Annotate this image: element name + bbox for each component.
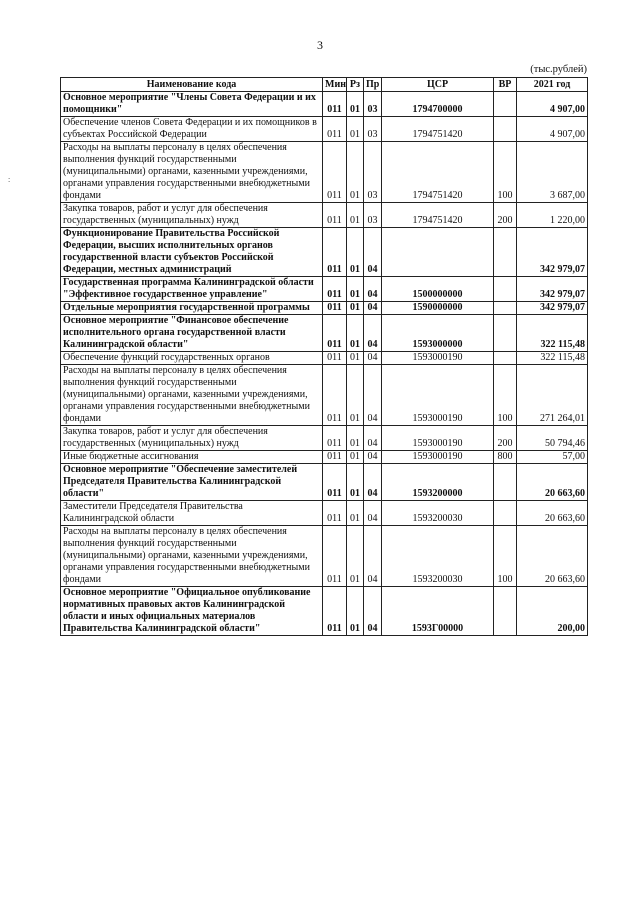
row-pr: 03	[364, 203, 382, 228]
row-vr: 100	[494, 365, 517, 426]
row-csr: 1593000000	[382, 315, 494, 352]
row-rz: 01	[347, 315, 364, 352]
row-min: 011	[323, 277, 347, 302]
row-sum: 20 663,60	[517, 526, 588, 587]
row-sum: 322 115,48	[517, 315, 588, 352]
row-csr: 1593Г00000	[382, 587, 494, 636]
row-csr: 1593200030	[382, 526, 494, 587]
row-min: 011	[323, 117, 347, 142]
row-sum: 322 115,48	[517, 352, 588, 365]
row-rz: 01	[347, 228, 364, 277]
row-pr: 04	[364, 315, 382, 352]
table-row	[61, 315, 588, 352]
row-csr: 1593000190	[382, 352, 494, 365]
row-csr: 1593000190	[382, 365, 494, 426]
row-rz: 01	[347, 277, 364, 302]
table-header-row	[61, 78, 588, 92]
row-pr: 04	[364, 451, 382, 464]
units-label: (тыс.рублей)	[530, 64, 587, 75]
row-rz: 01	[347, 426, 364, 451]
row-csr: 1593000190	[382, 426, 494, 451]
row-sum: 342 979,07	[517, 277, 588, 302]
row-rz: 01	[347, 451, 364, 464]
row-vr: 100	[494, 142, 517, 203]
row-name: Закупка товаров, работ и услуг для обеспечения государственных (муниципальных) нужд	[61, 426, 323, 451]
row-pr: 04	[364, 464, 382, 501]
header-year: 2021 год	[517, 78, 588, 92]
row-min: 011	[323, 451, 347, 464]
row-sum: 271 264,01	[517, 365, 588, 426]
row-min: 011	[323, 365, 347, 426]
row-csr: 1593200000	[382, 464, 494, 501]
row-pr: 04	[364, 352, 382, 365]
table-row	[61, 203, 588, 228]
table-row	[61, 117, 588, 142]
row-vr	[494, 302, 517, 315]
row-sum: 200,00	[517, 587, 588, 636]
row-sum: 4 907,00	[517, 92, 588, 117]
header-name: Наименование кода	[61, 78, 323, 92]
header-min: Мин	[323, 78, 347, 92]
row-sum: 3 687,00	[517, 142, 588, 203]
row-sum: 1 220,00	[517, 203, 588, 228]
row-name: Расходы на выплаты персоналу в целях обеспечения выполнения функций государственными (муниципальными) органами, казенными учреждениями, органами управления государственными внебюджетными фондами	[61, 526, 323, 587]
row-vr	[494, 117, 517, 142]
row-pr: 04	[364, 302, 382, 315]
row-min: 011	[323, 315, 347, 352]
table-row	[61, 302, 588, 315]
row-rz: 01	[347, 203, 364, 228]
row-pr: 04	[364, 587, 382, 636]
row-vr	[494, 501, 517, 526]
table-row	[61, 277, 588, 302]
row-pr: 04	[364, 277, 382, 302]
header-vr: ВР	[494, 78, 517, 92]
row-sum: 342 979,07	[517, 228, 588, 277]
row-name: Функционирование Правительства Российской Федерации, высших исполнительных органов государственной власти субъектов Российской Федерации, местных администраций	[61, 228, 323, 277]
table-row	[61, 526, 588, 587]
row-min: 011	[323, 352, 347, 365]
row-name: Расходы на выплаты персоналу в целях обеспечения выполнения функций государственными (муниципальными) органами, казенными учреждениями, органами управления государственными внебюджетными фондами	[61, 365, 323, 426]
table-row	[61, 365, 588, 426]
row-min: 011	[323, 92, 347, 117]
header-pr: Пр	[364, 78, 382, 92]
table-row	[61, 92, 588, 117]
row-min: 011	[323, 501, 347, 526]
header-csr: ЦСР	[382, 78, 494, 92]
row-name: Обеспечение членов Совета Федерации и их помощников в субъектах Российской Федерации	[61, 117, 323, 142]
row-min: 011	[323, 302, 347, 315]
row-min: 011	[323, 228, 347, 277]
row-vr	[494, 92, 517, 117]
row-sum: 20 663,60	[517, 501, 588, 526]
row-vr	[494, 464, 517, 501]
row-name: Отдельные мероприятия государственной программы	[61, 302, 323, 315]
row-rz: 01	[347, 365, 364, 426]
row-min: 011	[323, 464, 347, 501]
row-pr: 04	[364, 228, 382, 277]
row-name: Обеспечение функций государственных органов	[61, 352, 323, 365]
row-vr: 200	[494, 426, 517, 451]
row-pr: 04	[364, 365, 382, 426]
row-name: Основное мероприятие "Обеспечение заместителей Председателя Правительства Калининградской области"	[61, 464, 323, 501]
header-rz: Рз	[347, 78, 364, 92]
row-vr	[494, 277, 517, 302]
row-sum: 50 794,46	[517, 426, 588, 451]
page-number: 3	[317, 38, 323, 52]
row-csr: 1794751420	[382, 142, 494, 203]
table-row	[61, 352, 588, 365]
table-row	[61, 501, 588, 526]
row-pr: 04	[364, 426, 382, 451]
row-csr: 1593000190	[382, 451, 494, 464]
row-sum: 4 907,00	[517, 117, 588, 142]
budget-table	[60, 77, 588, 636]
row-rz: 01	[347, 302, 364, 315]
margin-mark: :	[8, 175, 11, 184]
row-vr: 800	[494, 451, 517, 464]
row-name: Основное мероприятие "Члены Совета Федерации и их помощники"	[61, 92, 323, 117]
row-sum: 342 979,07	[517, 302, 588, 315]
row-rz: 01	[347, 501, 364, 526]
row-csr: 1500000000	[382, 277, 494, 302]
row-min: 011	[323, 426, 347, 451]
row-pr: 03	[364, 142, 382, 203]
row-csr: 1794700000	[382, 92, 494, 117]
table-row	[61, 142, 588, 203]
row-vr	[494, 587, 517, 636]
table-row	[61, 587, 588, 636]
row-name: Основное мероприятие "Официальное опубликование нормативных правовых актов Калининградской области и иных официальных материалов Правительства Калининградской области"	[61, 587, 323, 636]
row-min: 011	[323, 587, 347, 636]
row-rz: 01	[347, 117, 364, 142]
row-rz: 01	[347, 142, 364, 203]
row-csr: 1593200030	[382, 501, 494, 526]
row-vr	[494, 228, 517, 277]
row-rz: 01	[347, 464, 364, 501]
row-name: Закупка товаров, работ и услуг для обеспечения государственных (муниципальных) нужд	[61, 203, 323, 228]
row-min: 011	[323, 526, 347, 587]
row-name: Основное мероприятие "Финансовое обеспечение исполнительного органа государственной власти Калининградской области"	[61, 315, 323, 352]
row-name: Государственная программа Калининградской области "Эффективное государственное управление"	[61, 277, 323, 302]
row-min: 011	[323, 203, 347, 228]
row-pr: 04	[364, 526, 382, 587]
row-min: 011	[323, 142, 347, 203]
row-vr: 200	[494, 203, 517, 228]
row-rz: 01	[347, 526, 364, 587]
row-name: Расходы на выплаты персоналу в целях обеспечения выполнения функций государственными (муниципальными) органами, казенными учреждениями, органами управления государственными внебюджетными фондами	[61, 142, 323, 203]
table-row	[61, 228, 588, 277]
row-csr: 1794751420	[382, 203, 494, 228]
table-row	[61, 464, 588, 501]
row-vr	[494, 352, 517, 365]
row-pr: 03	[364, 117, 382, 142]
table-row	[61, 426, 588, 451]
row-name: Иные бюджетные ассигнования	[61, 451, 323, 464]
row-sum: 57,00	[517, 451, 588, 464]
row-rz: 01	[347, 92, 364, 117]
row-vr	[494, 315, 517, 352]
row-pr: 03	[364, 92, 382, 117]
row-csr: 1590000000	[382, 302, 494, 315]
row-pr: 04	[364, 501, 382, 526]
row-rz: 01	[347, 352, 364, 365]
row-csr	[382, 228, 494, 277]
row-name: Заместители Председателя Правительства Калининградской области	[61, 501, 323, 526]
row-sum: 20 663,60	[517, 464, 588, 501]
row-vr: 100	[494, 526, 517, 587]
row-csr: 1794751420	[382, 117, 494, 142]
table-row	[61, 451, 588, 464]
row-rz: 01	[347, 587, 364, 636]
